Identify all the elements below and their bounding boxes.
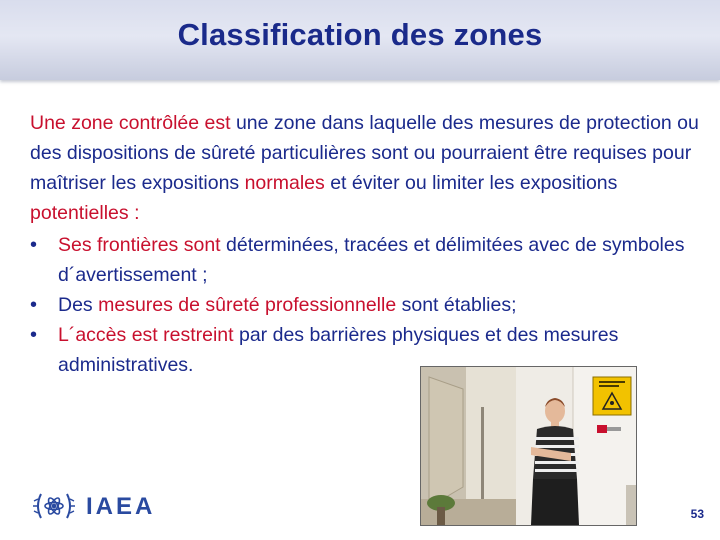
title-bar: [0, 0, 720, 80]
photo-illustration: [421, 367, 636, 525]
bullet-marker: •: [30, 324, 38, 346]
bullet-text: par des barrières physiques et des mesures administratives.: [58, 324, 619, 376]
intro-term-normales: normales: [244, 172, 325, 194]
bullet-emphasis: Ses frontières sont: [58, 234, 221, 256]
bullet-text: sont établies;: [396, 294, 517, 316]
bullet-item: [30, 230, 700, 290]
bullet-list: [30, 230, 700, 380]
bullet-marker: •: [30, 294, 38, 316]
bullet-marker: •: [30, 234, 38, 256]
iaea-logo-text: IAEA: [86, 493, 156, 520]
controlled-zone-photo: [420, 366, 637, 526]
bullet-text: déterminées, tracées et délimitées avec de symboles d´avertissement ;: [58, 234, 685, 286]
intro-text-1: une zone dans laquelle des mesures de protection ou des dispositions de sûreté particulières sont ou pourraient être requises pour maîtriser les expositions: [30, 112, 699, 194]
bullet-item: [30, 290, 700, 320]
page-number: 53: [690, 507, 704, 521]
bullet-emphasis: mesures de sûreté professionnelle: [98, 294, 397, 316]
bullet-text: Des: [58, 294, 99, 316]
intro-term-potentielles: potentielles :: [30, 202, 140, 224]
intro-paragraph: [30, 108, 700, 228]
intro-term: Une zone contrôlée est: [30, 112, 231, 134]
intro-text-2: et éviter ou limiter les expositions: [324, 172, 618, 194]
radiation-warning-sign-icon: [593, 377, 631, 415]
page-title: Classification des zones: [177, 17, 543, 52]
bullet-emphasis: L´accès est restreint: [58, 324, 234, 346]
